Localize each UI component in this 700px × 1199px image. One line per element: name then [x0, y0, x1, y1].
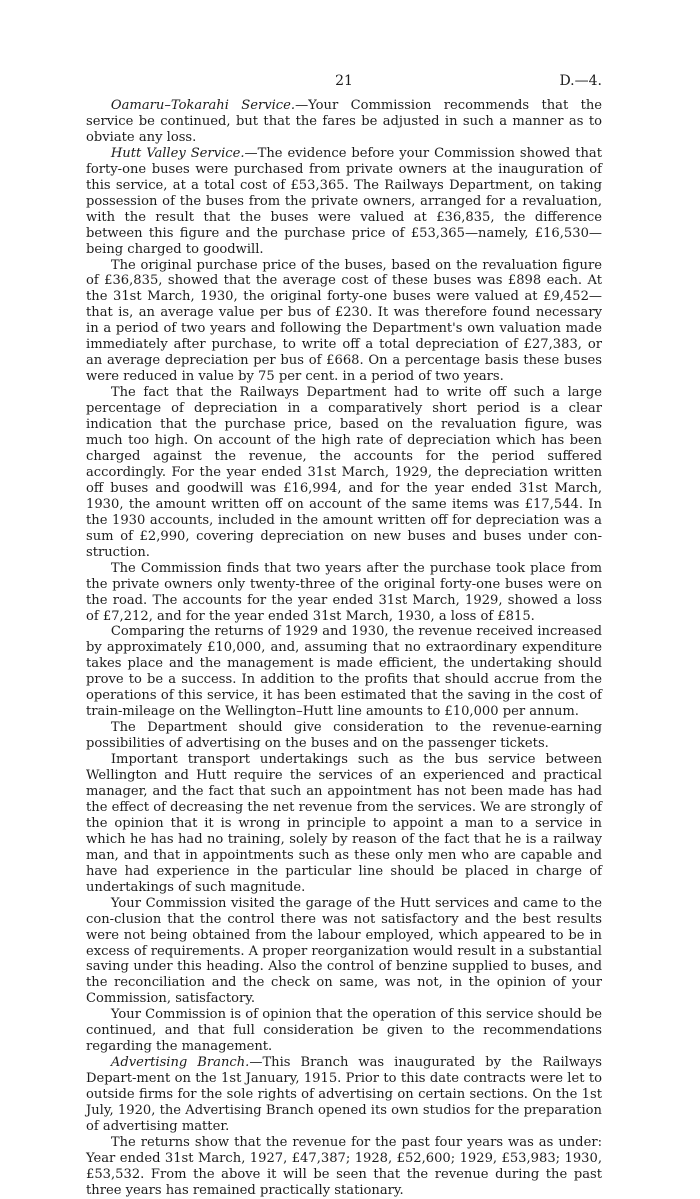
page-number: 21 [335, 73, 353, 89]
paragraph-hutt-valley [86, 146, 602, 258]
paragraph-text: —This Branch was inaugurated by the Railways Depart-ment on the 1st January, 1915. Prior to this date contracts were let to outside firms for the sole rights of advertising on certain sections. On the 1st July, 1920, the Advertising Branch opened its own studios for the preparation of advertising matter. [86, 1055, 602, 1134]
paragraph: Your Commission visited the garage of the Hutt services and came to the con-clusion that the control there was not satisfactory and the best results were not being obtained from the labour employed, which appeared to be in excess of requirements. A proper reorganization would result in a substantial saving under this heading. Also the control of benzine supplied to buses, and the reconciliation and the check on same, was not, in the opinion of your Commission, satisfactory. [86, 895, 602, 1007]
section-heading-hutt-valley: Hutt Valley Service. [110, 145, 245, 161]
paragraph-text: —The evidence before your Commission showed that forty-one buses were purchased from private owners at the inauguration of this service, at a total cost of £53,365. The Railways Department, on taking possession of the buses from the private owners, arranged for a revaluation, with the result that the buses were valued at £36,835, the difference between this figure and the purchase price of £53,365—namely, £16,530—being charged to goodwill. [86, 145, 602, 257]
document-reference: D.—4. [559, 73, 602, 89]
paragraph-oamaru-tokarahi [86, 98, 602, 146]
paragraph: Your Commission is of opinion that the operation of this service should be continued, and that full consideration be given to the recommendations regarding the management. [86, 1007, 602, 1055]
paragraph: The returns show that the revenue for the past four years was as under: Year ended 31st March, 1927, £47,387; 1928, £52,600; 1929, £53,983; 1930, £53,532. From the above it will be seen that the revenue during the past three years has remained practically stationary. [86, 1134, 602, 1198]
paragraph: Important transport undertakings such as the bus service between Wellington and Hutt require the services of an experienced and practical manager, and the fact that such an appointment has not been made has had the effect of decreasing the net revenue from the services. We are strongly of the opinion that it is wrong in principle to appoint a man to a service in which he has had no training, solely by reason of the fact that he is a railway man, and that in appointments such as these only men who are capable and have had experience in the particular line should be placed in charge of undertakings of such magnitude. [86, 752, 602, 895]
paragraph: Comparing the returns of 1929 and 1930, the revenue received increased by approximately £10,000, and, assuming that no extraordinary expenditure takes place and the management is made efficient, the undertaking should prove to be a success. In addition to the profits that should accrue from the operations of this service, it has been estimated that the saving in the cost of train-mileage on the Wellington–Hutt line amounts to £10,000 per annum. [86, 624, 602, 720]
paragraph: The original purchase price of the buses, based on the revaluation figure of £36,835, showed that the average cost of these buses was £898 each. At the 31st March, 1930, the original forty-one buses were valued at £9,452—that is, an average value per bus of £230. It was therefore found necessary in a period of two years and following the Department's own valuation made immediately after purchase, to write off a total depreciation of £27,383, or an average depreciation per bus of £668. On a percentage basis these buses were reduced in value by 75 per cent. in a period of two years. [86, 257, 602, 385]
body-text [86, 98, 602, 1199]
paragraph: The fact that the Railways Department had to write off such a large percentage of depreciation in a comparatively short period is a clear indication that the purchase price, based on the revaluation figure, was much too high. On account of the high rate of depreciation which has been charged against the revenue, the accounts for the period suffered accordingly. For the year ended 31st March, 1929, the depreciation written off buses and goodwill was £16,994, and for the year ended 31st March, 1930, the amount written off on account of the same items was £17,544. In the 1930 accounts, included in the amount written off for depreciation was a sum of £2,990, covering depreciation on new buses and buses under con-struction. [86, 385, 602, 560]
section-heading-advertising-branch: Advertising Branch. [110, 1055, 250, 1071]
paragraph: The Department should give consideration to the revenue-earning possibilities of advertising on the buses and on the passenger tickets. [86, 720, 602, 752]
page-header [86, 73, 602, 91]
paragraph: The Commission finds that two years after the purchase took place from the private owners only twenty-three of the original forty-one buses were on the road. The accounts for the year ended 31st March, 1929, showed a loss of £7,212, and for the year ended 31st March, 1930, a loss of £815. [86, 560, 602, 624]
paragraph-advertising-branch [86, 1055, 602, 1135]
section-heading-oamaru-tokarahi: Oamaru–Tokarahi Service. [110, 98, 296, 113]
paragraph-text: —Your Commission recommends that the service be continued, but that the fares be adjusted in such a manner as to obviate any loss. [86, 98, 603, 145]
